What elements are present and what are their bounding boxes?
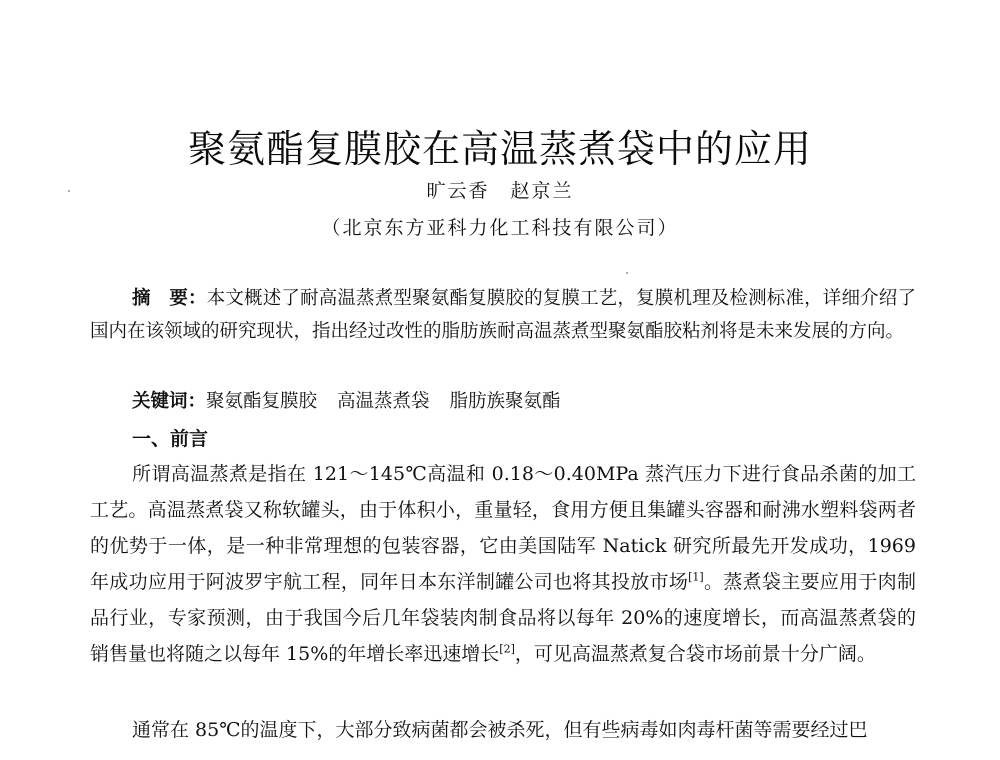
affiliation: （北京东方亚科力化工科技有限公司） — [321, 217, 679, 239]
scan-speck — [68, 190, 70, 192]
body-paragraph — [90, 712, 916, 748]
authors: 旷云香 赵京兰 — [426, 180, 574, 202]
paragraph-text: 通常在 85℃的温度下，大部分致病菌都会被杀死，但有些病毒如肉毒杆菌等需要经过巴 — [132, 719, 868, 741]
keywords-label: 关键词： — [132, 391, 207, 412]
paragraph-text: 所谓高温蒸煮是指在 121～145℃高温和 0.18～0.40MPa 蒸汽压力下进行食品杀菌的加工工艺。高温蒸煮袋又称软罐头，由于体积小，重量轻，食用方便且集罐头容器和耐沸水塑料袋两者的优势于一体，是一种非常理想的包装容器，它由美国陆军 Natick 研究所最先开发成功，1969 年成功应用于阿波罗宇航工程，同年日本东洋制罐公司也将其投放市场 — [90, 463, 916, 593]
body-paragraph — [90, 456, 916, 672]
paragraph-text: 。蒸煮袋主要应用于肉制品行业，专家预测，由于我国今后几年袋装肉制食品将以每年 20%的速度增长，而高温蒸煮袋的销售量也将随之以每年 15%的年增长率迅速增长 — [90, 571, 916, 665]
keyword-item: 高温蒸煮袋 — [337, 391, 430, 412]
abstract-label: 摘 要： — [132, 288, 207, 309]
paragraph-text: ，可见高温蒸煮复合袋市场前景十分广阔。 — [514, 643, 876, 665]
citation-ref: [1] — [688, 570, 704, 584]
abstract — [90, 282, 916, 348]
abstract-text: 本文概述了耐高温蒸煮型聚氨酯复膜胶的复膜工艺，复膜机理及检测标准，详细介绍了国内在该领域的研究现状，指出经过改性的脂肪族耐高温蒸煮型聚氨酯胶粘剂将是未来发展的方向。 — [90, 288, 916, 342]
paper-title: 聚氨酯复膜胶在高温蒸煮袋中的应用 — [187, 127, 812, 171]
keywords — [132, 388, 922, 416]
citation-ref: [2] — [499, 642, 515, 656]
section-heading: 一、前言 — [132, 428, 209, 450]
keyword-item: 聚氨酯复膜胶 — [206, 391, 318, 412]
keyword-item: 脂肪族聚氨酯 — [449, 391, 561, 412]
scan-speck — [626, 272, 628, 274]
